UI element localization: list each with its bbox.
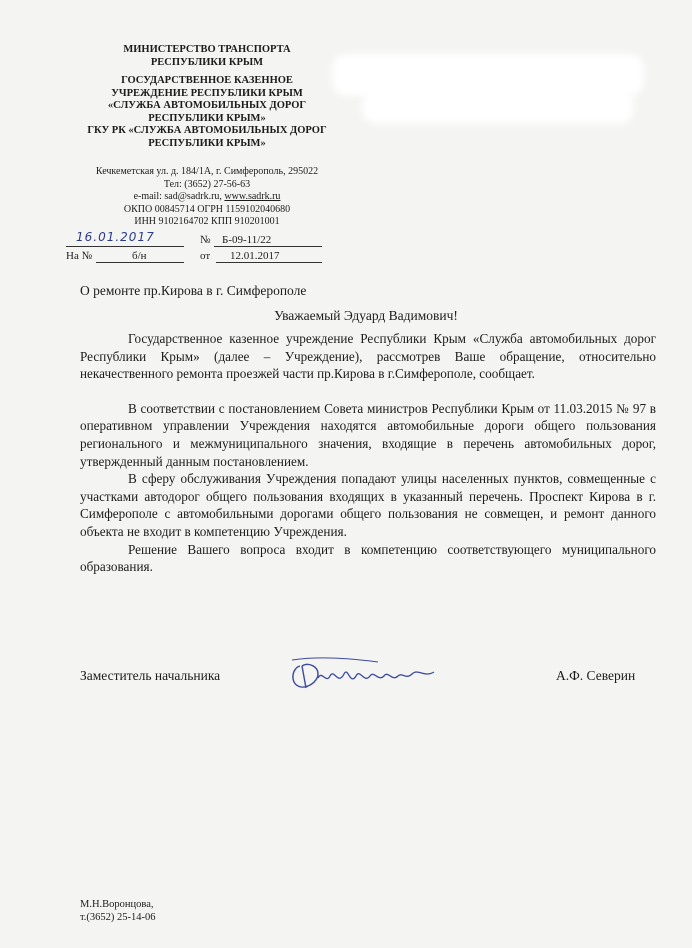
paragraph: Решение Вашего вопроса входит в компетенцию соответствующего муниципального образования. xyxy=(80,541,656,575)
redacted-addressee xyxy=(368,96,628,118)
executor-name: М.Н.Воронцова, xyxy=(80,899,154,910)
ref-date: 12.01.2017 xyxy=(230,250,280,262)
email-line: e-mail: sad@sadrk.ru, www.sadrk.ru xyxy=(133,191,281,202)
letter-body xyxy=(80,330,656,576)
ministry-name: МИНИСТЕРСТВО ТРАНСПОРТА РЕСПУБЛИКИ КРЫМ xyxy=(123,44,291,68)
institution-name: ГОСУДАРСТВЕННОЕ КАЗЕННОЕ УЧРЕЖДЕНИЕ РЕСПУБЛИКИ КРЫМ «СЛУЖБА АВТОМОБИЛЬНЫХ ДОРОГ РЕСПУБЛИКИ КРЫМ» xyxy=(107,75,307,124)
okpo-ogrn: ОКПО 00845714 ОГРН 1159102040680 xyxy=(123,203,291,215)
website-link[interactable]: www.sadrk.ru xyxy=(224,191,281,202)
registration-block xyxy=(66,230,366,265)
outgoing-date: 16.01.2017 xyxy=(76,230,155,244)
greeting: Уважаемый Эдуард Вадимович! xyxy=(274,308,458,323)
contact-block xyxy=(62,166,352,229)
signer-role: Заместитель начальника xyxy=(80,668,221,683)
number-label: № xyxy=(200,234,211,246)
outgoing-number: Б-09-11/22 xyxy=(222,234,272,246)
ref-number: б/н xyxy=(132,250,147,262)
letterhead xyxy=(62,44,352,156)
institution-short-name: ГКУ РК «СЛУЖБА АВТОМОБИЛЬНЫХ ДОРОГ РЕСПУБЛИКИ КРЫМ» xyxy=(87,125,327,149)
from-label: от xyxy=(200,250,211,262)
handwritten-signature xyxy=(288,652,448,696)
letter-subject: О ремонте пр.Кирова в г. Симферополе xyxy=(80,283,307,298)
street-address: Кечкеметская ул. д. 184/1А, г. Симферополь, 295022 xyxy=(95,166,319,177)
redacted-addressee xyxy=(338,60,638,90)
signer-name: А.Ф. Северин xyxy=(556,668,636,683)
executor-phone: т.(3652) 25-14-06 xyxy=(80,912,156,923)
ref-label: На № xyxy=(66,250,93,262)
inn-kpp: ИНН 9102164702 КПП 910201001 xyxy=(134,216,280,227)
paragraph: Государственное казенное учреждение Республики Крым «Служба автомобильных дорог Республики Крым» (далее – Учреждение), рассмотрев Ваше обращение, относительно некачественного ремонта проезжей части пр.Кирова в г.Симферополе, сообщает. xyxy=(80,331,656,382)
paragraph: В сферу обслуживания Учреждения попадают улицы населенных пунктов, совмещенные с участками автодорог общего пользования входящих в указанный перечень. Проспект Кирова в г. Симферополе с автомобильными дорогами общего пользования не совмещен, и ремонт данного объекта не входит в компетенцию Учреждения. xyxy=(80,471,656,539)
phone-line: Тел: (3652) 27-56-63 xyxy=(163,178,251,190)
paragraph: В соответствии с постановлением Совета министров Республики Крым от 11.03.2015 № 97 в оперативном управлении Учреждения находятся автомобильные дороги общего пользования регионального и межмуниципального значения, входящие в перечень автомобильных дорог, утвержденный данным постановлением. xyxy=(80,400,656,469)
executor-block xyxy=(80,898,156,924)
